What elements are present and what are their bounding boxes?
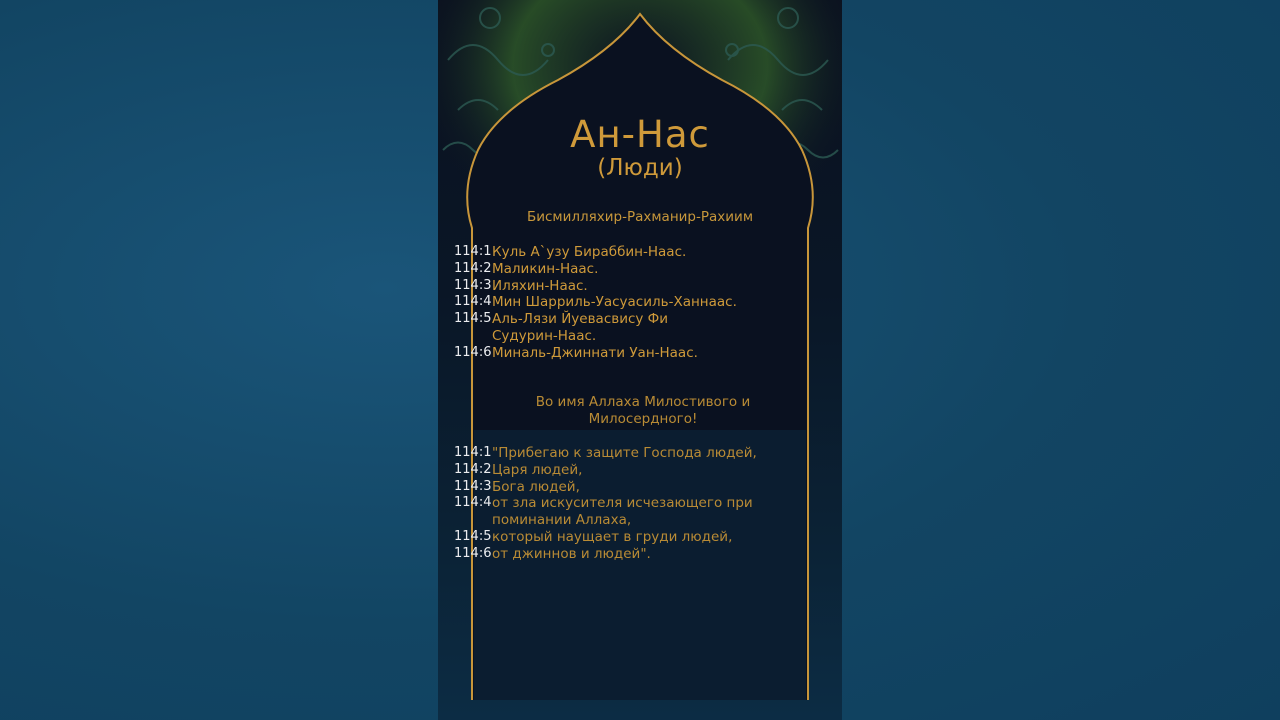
verse-row [454,546,814,563]
verse-number: 114:4 [454,294,492,310]
verse-number: 114:5 [454,311,492,327]
verse-number: 114:2 [454,260,492,276]
surah-subtitle: (Люди) [597,155,683,181]
verse-text: Миналь-Джиннати Уан-Наас. [492,344,698,361]
surah-card [438,0,842,720]
verse-number: 114:1 [454,244,492,259]
verse-row [454,462,814,479]
verse-row [454,311,814,345]
verse-row [454,278,814,295]
verse-text: от зла искусителя исчезающего при поминании Аллаха, [492,495,753,529]
translation-list [454,445,814,563]
verse-number: 114:5 [454,528,492,544]
verse-text: Маликин-Наас. [492,260,599,277]
verse-row [454,345,814,362]
verse-row [454,294,814,311]
verse-text: "Прибегаю к защите Господа людей, [492,445,757,461]
transliteration-list [454,244,814,362]
verse-number: 114:6 [454,545,492,561]
verse-number: 114:4 [454,495,492,511]
verse-number: 114:3 [454,478,492,494]
verse-text: от джиннов и людей". [492,545,651,562]
verse-text: Мин Шарриль-Уасуасиль-Ханнаас. [492,294,737,311]
surah-title: Ан-Нас [570,113,710,156]
verse-row [454,479,814,496]
verse-number: 114:3 [454,277,492,293]
verse-text: который наущает в груди людей, [492,528,733,545]
verse-row [454,244,814,261]
verse-text: Аль-Лязи Йуевасвису Фи Судурин-Наас. [492,311,669,344]
verse-row [454,529,814,546]
verse-text: Куль А`узу Бираббин-Наас. [492,244,687,260]
verse-number: 114:6 [454,344,492,360]
verse-number: 114:2 [454,461,492,477]
translation-intro: Во имя Аллаха Милостивого и Милосердного! [535,394,751,427]
verse-text: Бога людей, [492,478,580,495]
verse-row [454,495,814,529]
verse-row [454,445,814,462]
verse-text: Иляхин-Наас. [492,277,588,294]
verse-number: 114:1 [454,445,492,460]
basmala-text: Бисмилляхир-Рахманир-Рахиим [526,209,754,225]
verse-text: Царя людей, [492,461,583,478]
verse-row [454,261,814,278]
